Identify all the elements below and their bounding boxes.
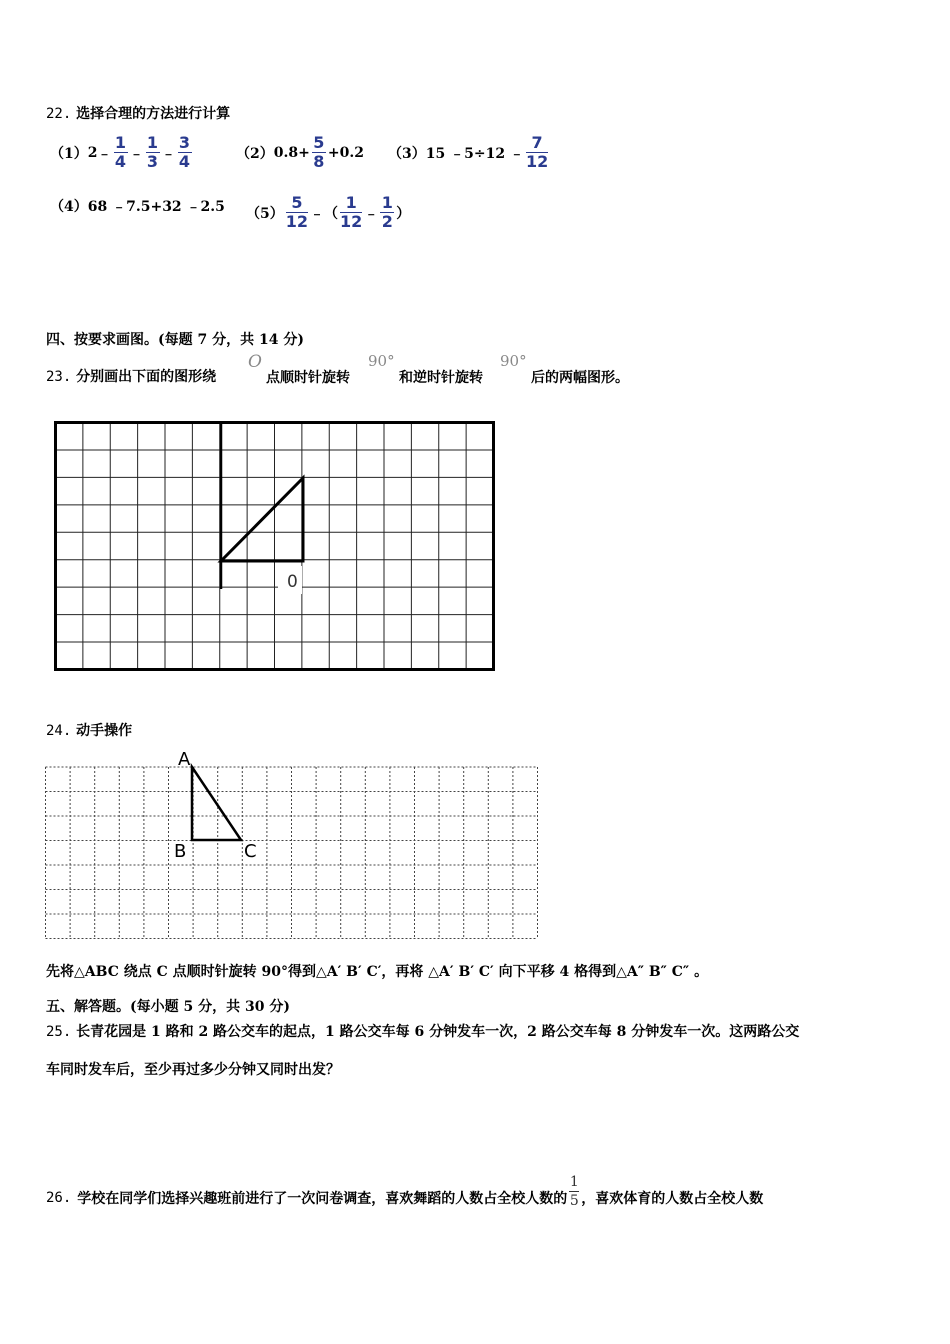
q24-heading: 24. 动手操作 (46, 723, 133, 739)
vertex-a-label: A (178, 749, 191, 770)
q24-grid-figure (44, 744, 540, 940)
q22-item-1: （1） 2 ﹣ $\frac{1}{4}$ ﹣ $\frac{1}{3}$ ﹣ $\frac{3}{4}$ (50, 133, 191, 171)
fraction: $\frac{1}{5}$ (569, 1174, 579, 1209)
vertex-b-label: B (174, 841, 187, 862)
section-4-title: 四、按要求画图。(每题 7 分，共 14 分) (46, 332, 304, 348)
triangle-shape (221, 478, 303, 561)
q24-instruction: 先将△ABC 绕点 C 点顺时针旋转 90°得到△A′ B′ C′，再将 △A′ B′ C′ 向下平移 4 格得到△A″ B″ C″ 。 (46, 964, 709, 980)
point-o-symbol: O (248, 352, 262, 372)
dotted-grid (46, 767, 538, 939)
angle-90-symbol: 90° (368, 352, 395, 370)
q22-item-2: （2） 0.8+ $\frac{5}{8}$ +0.2 (236, 133, 364, 171)
fraction: $\frac{1}{3}$ (146, 133, 159, 171)
q23-grid-figure (54, 421, 496, 672)
fraction: $\frac{1}{2}$ (381, 193, 393, 231)
q22-heading: 22. 选择合理的方法进行计算 (46, 106, 231, 122)
fraction: $\frac{7}{12}$ (525, 133, 549, 171)
triangle-abc (192, 767, 241, 840)
fraction: $\frac{3}{4}$ (178, 133, 191, 171)
q25-line-2: 车同时发车后，至少再过多少分钟又同时出发？ (46, 1062, 340, 1078)
fraction: $\frac{1}{12}$ (340, 193, 363, 231)
q23-text: 23. 分别画出下面的图形绕 (46, 369, 217, 385)
q22-item-4: （4） 68 ﹣7.5+32 ﹣2.5 (50, 199, 225, 215)
q22-item-5: （5） $\frac{5}{12}$ ﹣（ $\frac{1}{12}$ ﹣ $\frac{1}{2}$ ） (246, 193, 411, 231)
fraction: $\frac{5}{12}$ (285, 193, 309, 231)
q25-line-1: 25. 长青花园是 1 路和 2 路公交车的起点，1 路公交车每 6 分钟发车一次，2 路公交车每 8 分钟发车一次。这两路公交 (46, 1024, 800, 1040)
q22-item-3: （3） 15 ﹣5÷12 ﹣ $\frac{7}{12}$ (388, 133, 549, 171)
section-5-title: 五、解答题。(每小题 5 分，共 30 分) (46, 999, 290, 1015)
q23-text-d: 后的两幅图形。 (531, 370, 629, 386)
q23-text-b: 点顺时针旋转 (266, 370, 350, 386)
grid-lines (56, 423, 494, 670)
point-o-label: 0 (287, 572, 298, 592)
vertex-c-label: C (244, 841, 257, 862)
q26-text: 26 . 学校在同学们选择兴趣班前进行了一次问卷调查，喜欢舞蹈的人数占全校人数的 $\frac{1}{5}$ ，喜欢体育的人数占全校人数 (46, 1174, 764, 1209)
fraction (114, 134, 128, 171)
fraction-part: 1 (114, 133, 127, 152)
fraction: $\frac{5}{8}$ (313, 133, 325, 171)
fraction-part: 4 (114, 152, 127, 171)
q23-text-c: 和逆时针旋转 (399, 370, 483, 386)
angle-90-symbol: 90° (500, 352, 527, 370)
